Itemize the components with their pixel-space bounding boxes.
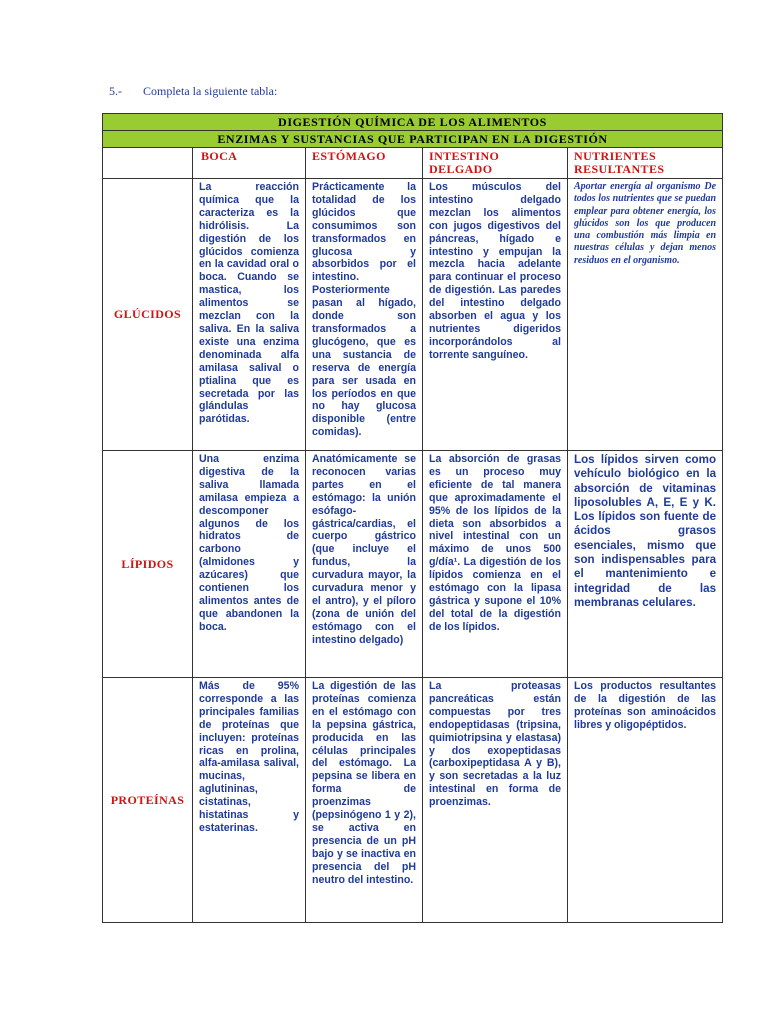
column-header-nutrientes: NUTRIENTES RESULTANTES: [568, 148, 723, 179]
table-subtitle: ENZIMAS Y SUSTANCIAS QUE PARTICIPAN EN LA DIGESTIÓN: [103, 131, 723, 148]
cell-glucidos-nutrientes: Aportar energía al organismo De todos los nutrientes que se puedan emplear para obtener energía, los glúcidos son los que producen una combustión más limpia en nuestras células y dejan menos residuos en el organismo.: [568, 179, 723, 451]
empty-corner-cell: [103, 148, 193, 179]
cell-proteinas-boca: Más de 95% corresponde a las principales familias de proteínas que incluyen: proteínas ricas en prolina, alfa-amilasa salival, mucinas, aglutininas, cistatinas, histatinas y estaterinas.: [193, 678, 306, 923]
cell-lipidos-boca: Una enzima digestiva de la saliva llamada amilasa empieza a descomponer algunos de los hidratos de carbono (almidones y azúcares) que contienen los alimentos antes de que abandonen la boca.: [193, 451, 306, 678]
exercise-number: 5.-: [109, 84, 122, 98]
cell-lipidos-nutrientes: Los lípidos sirven como vehículo biológico en la absorción de vitaminas liposolubles A, E, E y K. Los lípidos son fuente de ácidos grasos esenciales, mismo que son indispensables para el mantenimiento e integridad de las membranas celulares.: [568, 451, 723, 678]
cell-proteinas-nutrientes: Los productos resultantes de la digestión de las proteínas son aminoácidos libres y oligopéptidos.: [568, 678, 723, 923]
table-row: [103, 179, 723, 451]
table-row: [103, 678, 723, 923]
exercise-instruction: Completa la siguiente tabla:: [143, 84, 278, 98]
cell-lipidos-estomago: Anatómicamente se reconocen varias partes en el estómago: la unión esófago-gástrica/cardias, el cuerpo gástrico (que incluye el fundus, la curvadura mayor, la curvadura menor y el antro), y el píloro (zona de unión del estómago con el intestino delgado): [306, 451, 423, 678]
cell-glucidos-intestino: Los músculos del intestino delgado mezclan los alimentos con jugos digestivos del páncreas, hígado e intestino y empujan la mezcla hacia adelante para continuar el proceso de digestión. Las paredes del intestino delgado absorben el agua y los nutrientes digeridos incorporándolos al torrente sanguíneo.: [423, 179, 568, 451]
cell-proteinas-intestino: La proteasas pancreáticas están compuestas por tres endopeptidasas (tripsina, quimiotripsina y elastasa) y dos exopeptidasas (carboxipeptidasa A y B), y son secretadas a la luz intestinal en forma de proenzimas.: [423, 678, 568, 923]
cell-lipidos-intestino: La absorción de grasas es un proceso muy eficiente de tal manera que aproximadamente el 95% de los lípidos de la dieta son absorbidos a nivel intestinal con un máximo de unos 500 g/día¹. La digestión de los lípidos comienza en el estómago con la lipasa gástrica y supone el 10% del total de la digestión de los lípidos.: [423, 451, 568, 678]
cell-glucidos-estomago: Prácticamente la totalidad de los glúcidos que consumimos son transformados en glucosa y absorbidos por el intestino. Posteriormente pasan al hígado, donde son transformados a glucógeno, que es una sustancia de reserva de energía para ser usada en los períodos en que no hay glucosa disponible (entre comidas).: [306, 179, 423, 451]
column-header-intestino: INTESTINO DELGADO: [423, 148, 568, 179]
column-header-estomago: ESTÓMAGO: [306, 148, 423, 179]
table-title: DIGESTIÓN QUÍMICA DE LOS ALIMENTOS: [103, 114, 723, 131]
row-header-glucidos: GLÚCIDOS: [103, 179, 193, 451]
row-header-lipidos: LÍPIDOS: [103, 451, 193, 678]
exercise-heading: [109, 84, 277, 99]
column-header-boca: BOCA: [193, 148, 306, 179]
row-header-proteinas: PROTEÍNAS: [103, 678, 193, 923]
table-row: [103, 451, 723, 678]
cell-glucidos-boca: La reacción química que la caracteriza es la hidrólisis. La digestión de los glúcidos comienza en la cavidad oral o boca. Cuando se mastica, los alimentos se mezclan con la saliva. En la saliva existe una enzima denominada alfa amilasa salival o ptialina que es secretada por las glándulas parótidas.: [193, 179, 306, 451]
cell-proteinas-estomago: La digestión de las proteínas comienza en el estómago con la pepsina gástrica, producida en las células principales del estómago. La pepsina se libera en forma de proenzimas (pepsinógeno 1 y 2), se activa en presencia de un pH bajo y se inactiva en presencia del pH neutro del intestino.: [306, 678, 423, 923]
digestion-table: [102, 113, 723, 923]
